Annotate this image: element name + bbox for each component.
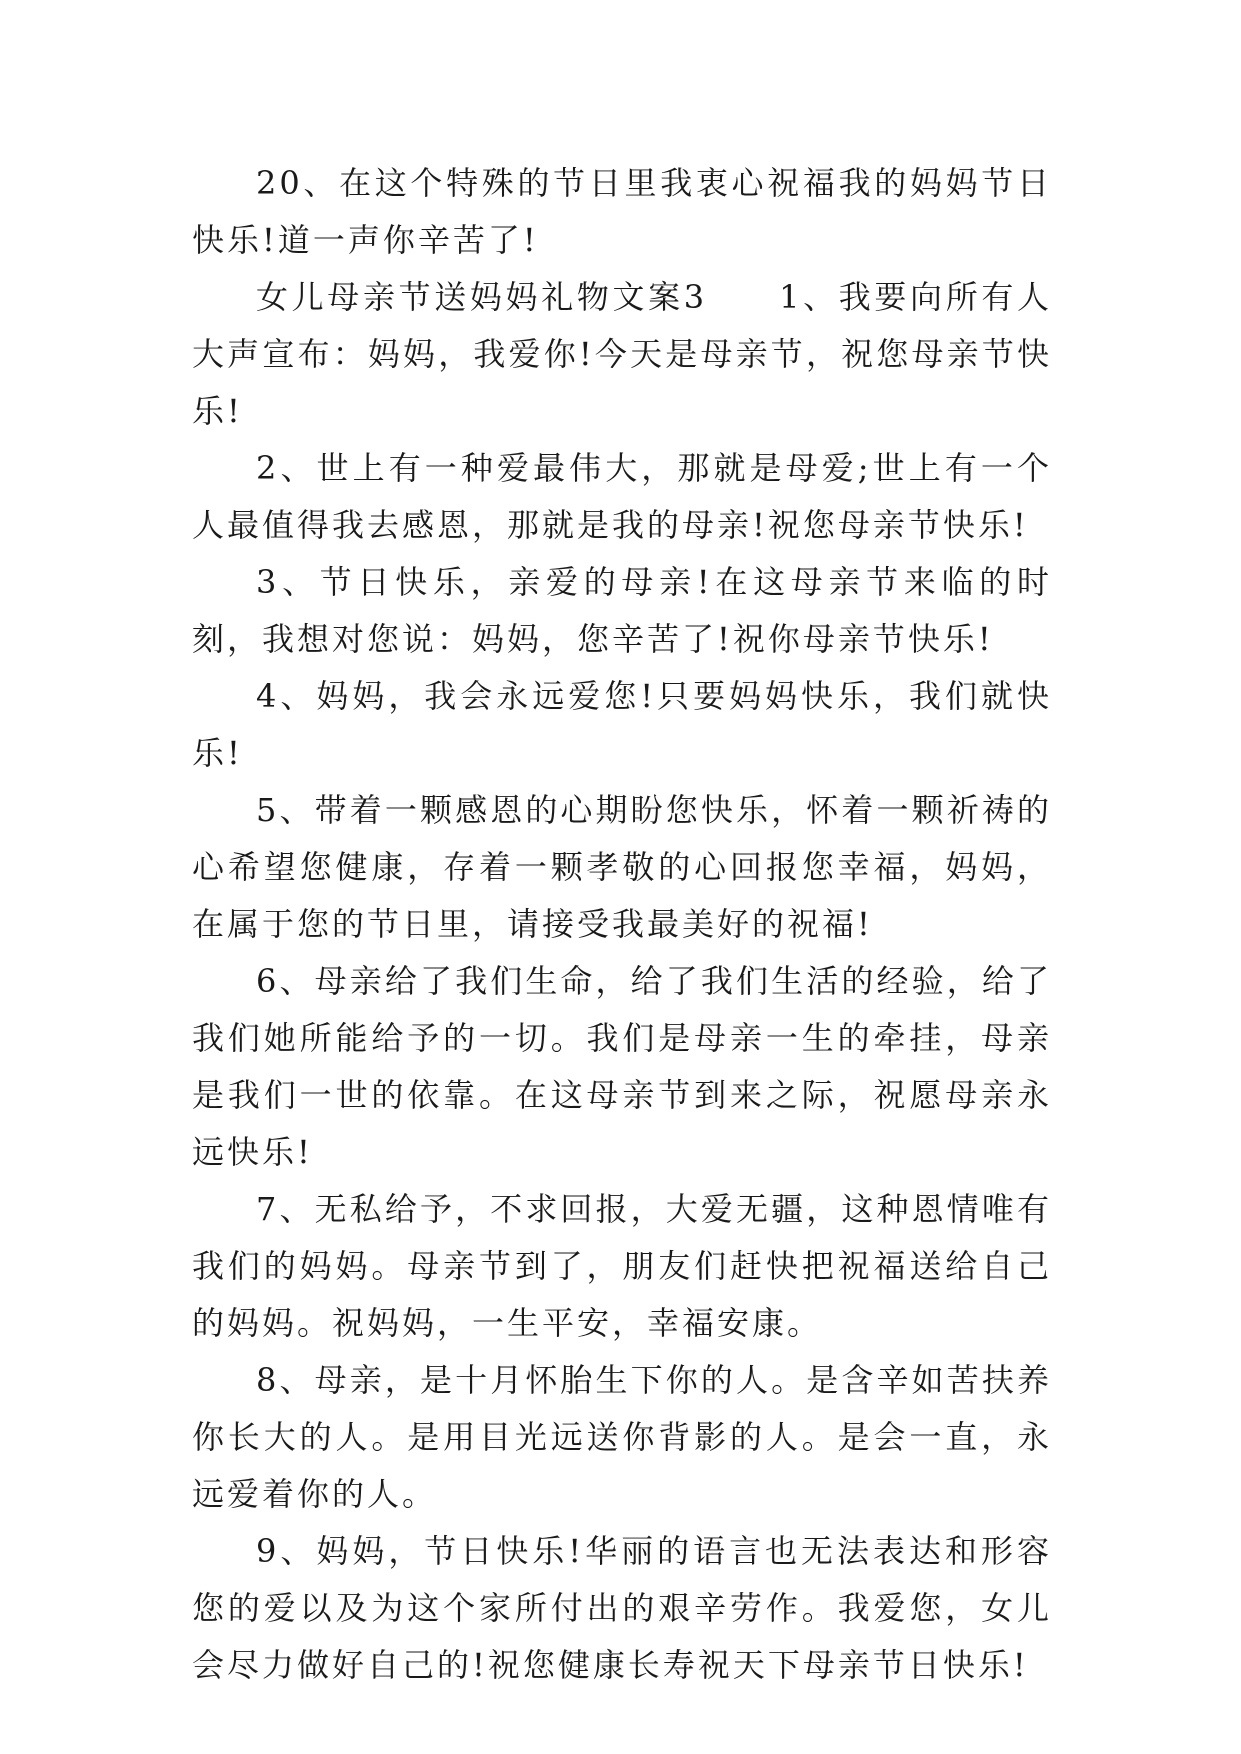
document-body: [192, 155, 1052, 1694]
paragraph-5: 5、带着一颗感恩的心期盼您快乐，怀着一颗祈祷的心希望您健康，存着一颗孝敬的心回报您幸福，妈妈，在属于您的节日里，请接受我最美好的祝福!: [192, 791, 1052, 943]
paragraph-6: 6、母亲给了我们生命，给了我们生活的经验，给了我们她所能给予的一切。我们是母亲一生的牵挂，母亲是我们一世的依靠。在这母亲节到来之际，祝愿母亲永远快乐!: [192, 962, 1052, 1171]
paragraph-4: 4、妈妈，我会永远爱您!只要妈妈快乐，我们就快乐!: [192, 677, 1052, 772]
paragraph-section-title-and-1: 女儿母亲节送妈妈礼物文案3 1、我要向所有人大声宣布：妈妈，我爱你!今天是母亲节，祝您母亲节快乐!: [192, 278, 1052, 430]
paragraph-2: 2、世上有一种爱最伟大，那就是母爱;世上有一个人最值得我去感恩，那就是我的母亲!祝您母亲节快乐!: [192, 449, 1052, 544]
paragraph-8: 8、母亲，是十月怀胎生下你的人。是含辛如苦扶养你长大的人。是用目光远送你背影的人。是会一直，永远爱着你的人。: [192, 1361, 1052, 1513]
paragraph-7: 7、无私给予，不求回报，大爱无疆，这种恩情唯有我们的妈妈。母亲节到了，朋友们赶快把祝福送给自己的妈妈。祝妈妈，一生平安，幸福安康。: [192, 1190, 1052, 1342]
paragraph-9: 9、妈妈，节日快乐!华丽的语言也无法表达和形容您的爱以及为这个家所付出的艰辛劳作。我爱您，女儿会尽力做好自己的!祝您健康长寿祝天下母亲节日快乐!: [192, 1532, 1052, 1684]
paragraph-20: 20、在这个特殊的节日里我衷心祝福我的妈妈节日快乐!道一声你辛苦了!: [192, 164, 1052, 259]
paragraph-3: 3、节日快乐，亲爱的母亲!在这母亲节来临的时刻，我想对您说：妈妈，您辛苦了!祝你母亲节快乐!: [192, 563, 1052, 658]
